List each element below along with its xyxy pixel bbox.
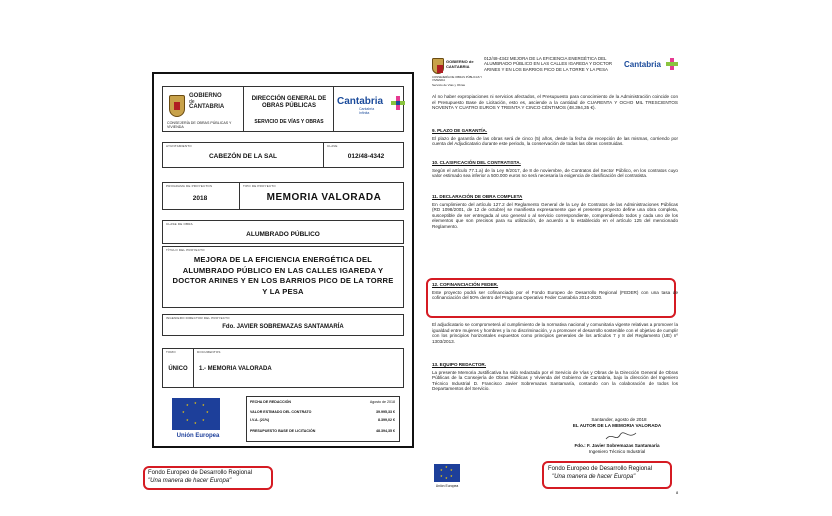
doc-gobierno-text: GOBIERNO de CANTABRIA [446,59,474,69]
feder-left-line2: "Una manera de hacer Europa" [148,478,232,484]
ayuntamiento-row [162,142,404,168]
programa-label: PROGRAMA DE PROYECTOS [166,184,213,188]
iva-label: I.V.A. (21%) [250,418,270,422]
valor-value: 39.995,33 € [376,410,395,414]
cover-header [162,86,404,132]
consejeria-text: CONSEJERÍA DE OBRAS PÚBLICAS Y VIVIENDA [167,121,232,129]
section-12-text: Este proyecto podrá ser cofinanciado por el Fondo Europeo de Desarrollo Regional (FEDER) con una tasa de cofinanciación del 50% dentro del Programa Operativo Feder Cantabria 2014-2020. [432,289,678,301]
direccion-general-title: DIRECCIÓN GENERAL DE OBRAS PÚBLICAS [251,96,327,109]
tipo-label: TIPO DE PROYECTO [243,184,276,188]
section-9 [432,128,678,147]
presupuesto-value: 48.394,35 € [376,429,395,433]
tomo-value: ÚNICO [168,366,188,372]
tomo-row [162,348,404,388]
programa-row [162,182,404,210]
doc-eu-flag-icon: ★ ★ ★ ★ ★ ★ [434,464,460,482]
documentos-value: 1.- MEMORIA VALORADA [199,366,272,372]
doc-cantabria-cross-icon [666,58,678,70]
section-12 [432,282,678,301]
ingeniero-value: Fdo. JAVIER SOBREMAZAS SANTAMARÍA [222,324,344,330]
ayuntamiento-value: CABEZÓN DE LA SAL [208,153,277,160]
servicio-title: SERVICIO DE VÍAS Y OBRAS [254,119,324,125]
doc-union-europea-label: Unión Europea [435,484,459,488]
clase-value: ALUMBRADO PÚBLICO [246,231,320,238]
section-13 [432,362,678,392]
section-9-text: El plazo de garantía de las obras será de cinco (5) años, desde la fecha de recepción de las mismas, corriendo por cuenta del Adjudicatario durante este periodo, la conservación de todas las obras construidas. [432,135,678,147]
feder-left-line1: Fondo Europeo de Desarrollo Regional [148,470,253,476]
section-10-title: 10. CLASIFICACIÓN DEL CONTRATISTA. [432,160,521,165]
header-divider [243,87,244,131]
doc-feder-line2: "Una manera de hacer Europa" [552,474,636,480]
union-europea-label: Unión Europea [176,433,220,439]
signature-icon [604,430,638,442]
section-13-text: La presente Memoria Justificativa ha sido redactada por el Servicio de Vías y Obras de la Dirección General de Obras Públicas de la Consejería de Obras Públicas y Vivienda del Gobierno de Cantabria, bajo la dirección del Ingeniero Técnico Industrial D. Francisco Javier Sobremazas Santamaría, contando con la colaboración de todos los Departamentos del Servicio. [432,369,678,392]
ingeniero-row [162,314,404,336]
row-divider [323,143,324,167]
sign-place: Santander, agosto de 2018 [591,417,647,422]
section-12-title: 12. COFINANCIACIÓN FEDER. [432,282,499,287]
doc-consejeria-text: CONSEJERÍA DE OBRAS PÚBLICAS Y VIVIENDA [432,75,483,83]
clase-label: CLASE DE OBRA [166,222,193,226]
ayuntamiento-label: AYUNTAMIENTO [166,144,192,148]
clave-value: 012/48-4342 [347,153,385,160]
sign-name: Fdo.: F. Javier Sobremazas Santamaría [574,443,660,448]
memoria-page [424,50,686,500]
presupuesto-label: PRESUPUESTO BASE DE LICITACIÓN [250,429,316,433]
cantabria-logo: Cantabria Cantabria Infinita [337,96,384,115]
project-cover-page [152,72,414,448]
clase-obra-row [162,220,404,244]
gobierno-logo-text: GOBIERNO de CANTABRIA [189,93,225,110]
fecha-label: FECHA DE REDACCIÓN [250,400,291,404]
doc-cantabria-logo: Cantabria [624,60,661,69]
titulo-value: MEJORA DE LA EFICIENCIA ENERGÉTICA DEL ALUMBRADO PÚBLICO EN LAS CALLES IGAREDA Y DOCTOR ARINES Y EN LOS BARRIOS PICO DE LA TORRE Y LA PESA [172,255,394,296]
section-10-text: Según el artículo 77.1.a) de la Ley 9/2017, de 8 de noviembre, de Contratos del Sector Público, en los contratos cuyo valor estimado sea inferior a 500.000 euros no será necesaria la exigencia de clasificación del contratista. [432,167,678,179]
fecha-value: Agosto de 2018 [369,400,395,404]
cantabria-crest-icon [432,58,444,74]
sign-title: Ingeniero Técnico Industrial [588,449,646,454]
iva-value: 8.399,02 € [378,418,395,422]
cantabria-cross-icon [391,96,405,110]
section-12-text-2: El adjudicatario se comprometerá al cumplimiento de la normativa nacional y comunitaria vigente relativas a promover la igualdad entre mujeres y hombres y la no discriminación, y a promover el desarrollo sostenible con el objetivo de cumplir con los principios horizontales expuestos como principios generales de los artículos 7 y 8 del Reglamento (UE) nº 1303/2013. [432,322,678,344]
tipo-value: MEMORIA VALORADA [266,192,382,203]
titulo-row [162,246,404,308]
section-11-text: En cumplimiento del artículo 127.2 del Reglamento General de la Ley de Contratos de las Administraciones Públicas (RD 1098/2001, de 12 de octubre) se manifiesta expresamente que el presente proyecto define una obra completa, susceptible de ser entregada al uso general o al servicio correspondiente, comprendiendo todos y cada uno de los elementos que son precisos para su utilización, de acuerdo a lo establecido en el artículo 125 del mencionado Reglamento. [432,201,678,229]
ingeniero-label: INGENIERO DIRECTOR DEL PROYECTO [166,316,230,320]
clave-label: CLAVE [327,144,338,148]
tomo-label: TOMO [166,350,176,354]
doc-servicio-text: Servicio de Vías y Obras [432,83,466,87]
documentos-label: DOCUMENTOS [197,350,221,354]
row-divider [193,349,194,387]
section-9-title: 9. PLAZO DE GARANTÍA. [432,128,488,133]
doc-header-title: 012/48-4342 MEJORA DE LA EFICIENCIA ENERGÉTICA DEL ALUMBRADO PÚBLICO EN LAS CALLES IGAREDA Y DOCTOR ARINES Y EN LOS BARRIOS PICO DE LA TORRE Y LA PESA [484,56,613,72]
budget-box [246,396,400,442]
section-11-title: 11. DECLARACIÓN DE OBRA COMPLETA [432,194,523,199]
titulo-label: TÍTULO DEL PROYECTO [166,248,205,252]
header-divider-2 [333,87,334,131]
doc-feder-line1: Fondo Europeo de Desarrollo Regional [548,466,653,472]
page-number: 8 [676,490,679,495]
valor-label: VALOR ESTIMADO DEL CONTRATO [250,410,312,414]
section-13-title: 13. EQUIPO REDACTOR. [432,362,487,367]
section-10 [432,160,678,179]
eu-flag-icon: ★ ★ ★ ★ ★ ★ ★ ★ [172,398,220,430]
cantabria-crest-icon [169,95,185,117]
programa-value: 2018 [192,195,208,202]
row-divider [239,183,240,209]
sign-role: EL AUTOR DE LA MEMORIA VALORADA [572,423,662,428]
intro-paragraph: Al no haber expropiaciones ni servicios afectados, el Presupuesto para conocimiento de la Administración coincide con el Presupuesto Base de Licitación, esto es, asciende a la cantidad de CUARENTA Y OCHO MIL TRESCIENTOS NOVENTA Y CUATRO EUROS Y TREINTA Y CINCO CÉNTIMOS (48.394,35 €). [432,94,678,111]
section-11 [432,194,678,230]
